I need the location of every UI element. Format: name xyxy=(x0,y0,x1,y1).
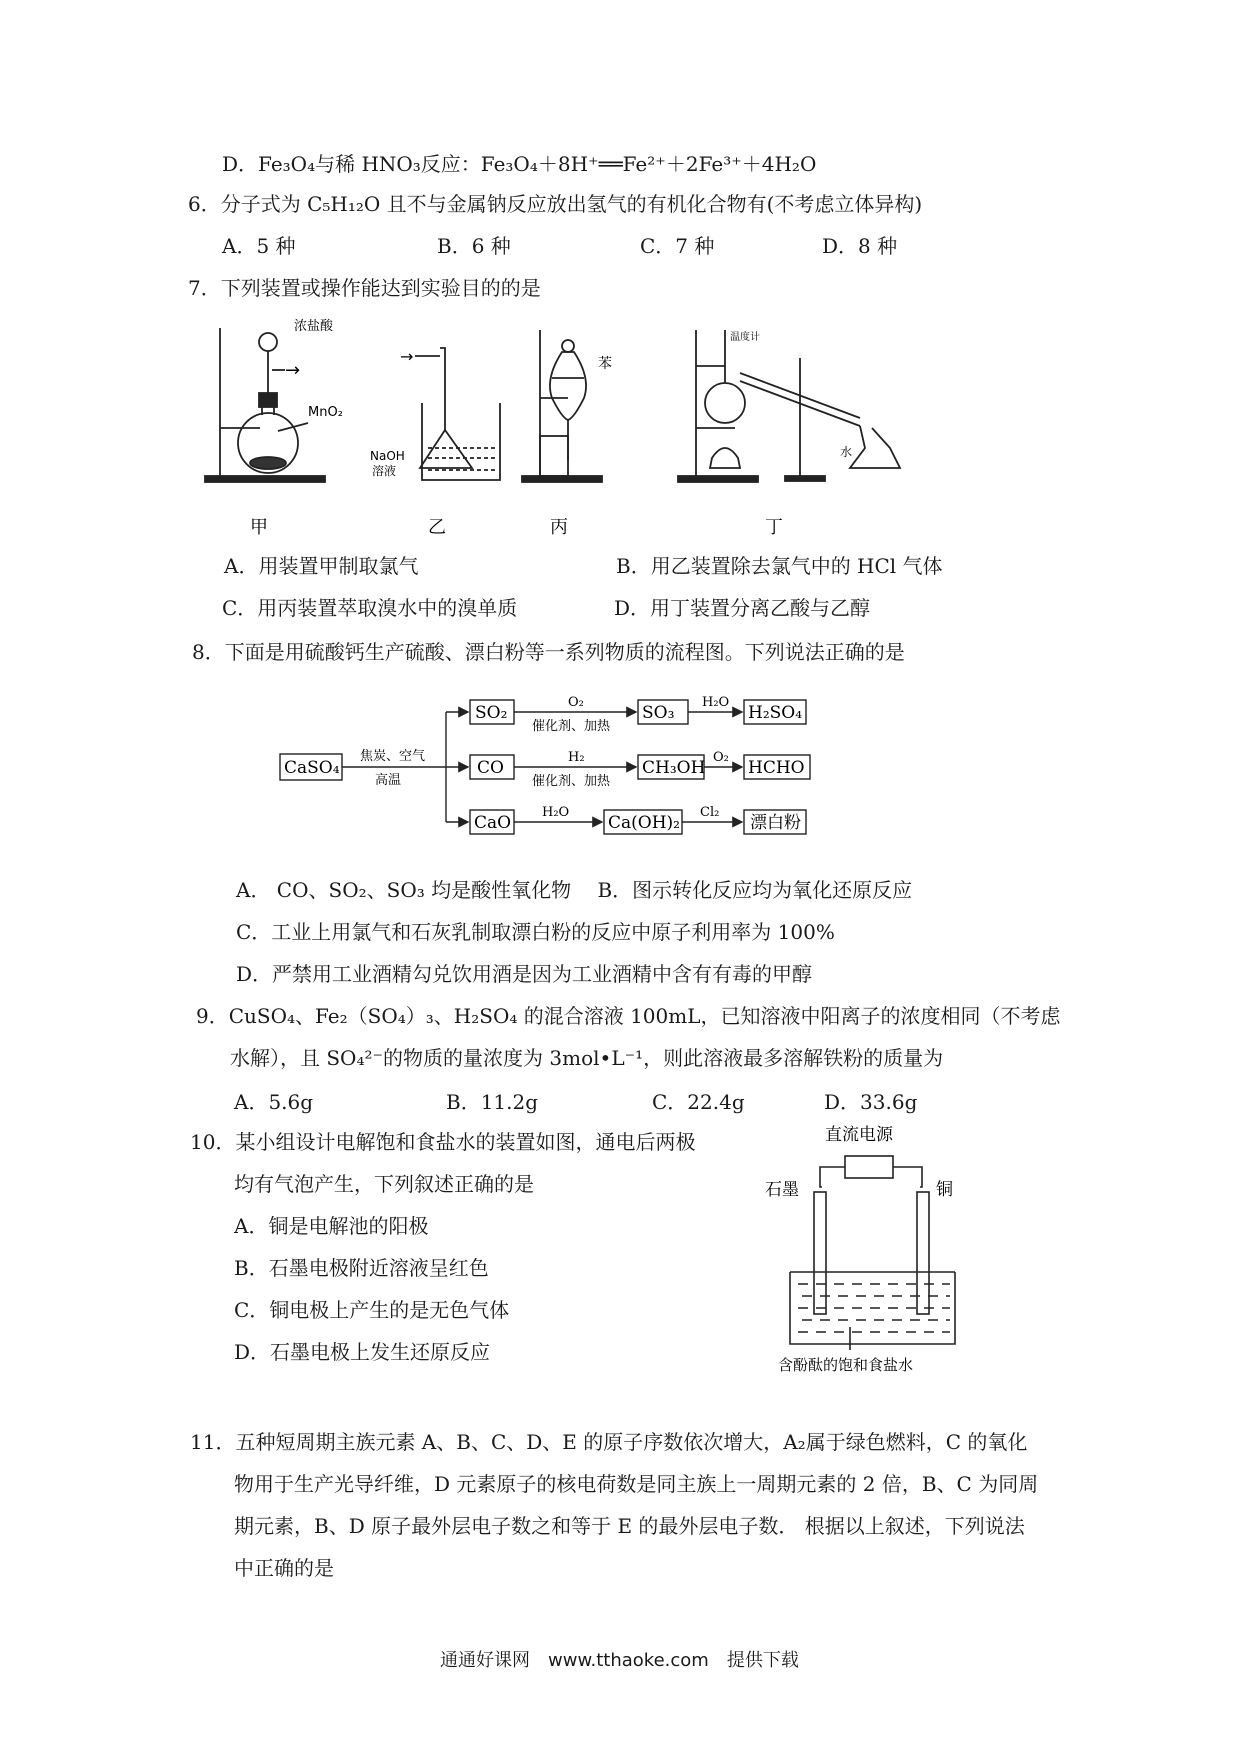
page-footer: 通通好课网 www.tthaoke.com 提供下载 xyxy=(440,1650,799,1671)
q10-option-a: A．铜是电解池的阳极 xyxy=(234,1214,429,1238)
label-bing: 丙 xyxy=(550,517,568,538)
flow-row1-1: SO₂ xyxy=(475,703,508,723)
q6-option-b: B．6 种 xyxy=(437,234,511,258)
q11-line3: 期元素，B、D 原子最外层电子数之和等于 E 的最外层电子数． 根据以上叙述，下列说法 xyxy=(234,1514,1025,1538)
flow-row1-3: H₂SO₄ xyxy=(748,703,803,723)
arrow-glyph: → xyxy=(285,360,301,381)
flow-r3a1-top: H₂O xyxy=(542,805,570,820)
q7-option-d: D．用丁装置分离乙酸与乙醇 xyxy=(614,596,871,620)
label-power: 直流电源 xyxy=(825,1125,893,1145)
q7-option-c: C．用丙装置萃取溴水中的溴单质 xyxy=(222,596,518,620)
label-mno2: MnO₂ xyxy=(308,405,343,420)
flow-r1a1-bottom: 催化剂、加热 xyxy=(532,719,611,734)
label-conc-hcl: 浓盐酸 xyxy=(294,319,334,334)
q8-stem: 8．下面是用硫酸钙生产硫酸、漂白粉等一系列物质的流程图。下列说法正确的是 xyxy=(192,640,905,664)
flow-row2-2: CH₃OH xyxy=(642,758,706,778)
q8-option-c: C．工业上用氯气和石灰乳制取漂白粉的反应中原子利用率为 100% xyxy=(236,920,835,944)
q6-option-c: C．7 种 xyxy=(640,234,715,258)
q8-flow-diagram xyxy=(270,692,830,842)
flow-main-top: 焦炭、空气 xyxy=(360,749,426,764)
flow-r1a1-top: O₂ xyxy=(568,695,584,710)
label-yi: 乙 xyxy=(428,517,446,538)
q9-option-d: D．33.6g xyxy=(824,1090,918,1114)
q10-option-d: D．石墨电极上发生还原反应 xyxy=(234,1340,491,1364)
label-ding: 丁 xyxy=(765,517,783,538)
arrow-glyph: → xyxy=(400,347,414,366)
flow-row1-2: SO₃ xyxy=(642,703,675,723)
label-solution: 含酚酞的饱和食盐水 xyxy=(778,1356,914,1374)
label-jia: 甲 xyxy=(250,517,268,538)
apparatus-jia xyxy=(205,328,325,482)
flow-row3-1: CaO xyxy=(474,813,512,833)
label-benzene: 苯 xyxy=(598,356,612,372)
q7-option-a: A．用装置甲制取氯气 xyxy=(224,554,419,578)
label-thermometer: 温度计 xyxy=(730,332,760,343)
label-water: 水 xyxy=(840,445,853,459)
flow-r3a2-top: Cl₂ xyxy=(700,805,720,820)
flow-start: CaSO₄ xyxy=(284,758,340,778)
flow-r2a1-top: H₂ xyxy=(568,750,585,765)
q7-stem: 7．下列装置或操作能达到实验目的的是 xyxy=(188,276,541,300)
q10-stem-line1: 10．某小组设计电解饱和食盐水的装置如图，通电后两极 xyxy=(190,1130,696,1154)
q5-option-d: D．Fe₃O₄与稀 HNO₃反应：Fe₃O₄＋8H⁺══Fe²⁺＋2Fe³⁺＋4H₂O xyxy=(222,152,817,176)
apparatus-ding xyxy=(678,330,900,482)
flow-row2-1: CO xyxy=(477,758,504,778)
flow-row2-3: HCHO xyxy=(748,758,805,778)
q7-option-b: B．用乙装置除去氯气中的 HCl 气体 xyxy=(616,554,943,578)
q7-apparatus-figure xyxy=(200,318,1000,548)
flow-row3-3: 漂白粉 xyxy=(750,813,801,833)
q9-option-b: B．11.2g xyxy=(446,1090,539,1114)
flow-r1a2-top: H₂O xyxy=(702,695,730,710)
q6-option-a: A．5 种 xyxy=(222,234,296,258)
q11-line1: 11．五种短周期主族元素 A、B、C、D、E 的原子序数依次增大，A₂属于绿色燃料，C 的氧化 xyxy=(190,1430,1028,1454)
label-naoh-2: 溶液 xyxy=(372,464,397,478)
flow-main-bottom: 高温 xyxy=(375,773,402,788)
q9-stem-line1: 9．CuSO₄、Fe₂（SO₄）₃、H₂SO₄ 的混合溶液 100mL，已知溶液中阳离子的浓度相同（不考虑 xyxy=(196,1004,1061,1028)
q10-stem-line2: 均有气泡产生，下列叙述正确的是 xyxy=(234,1172,534,1196)
label-copper: 铜 xyxy=(936,1180,953,1200)
label-graphite: 石墨 xyxy=(765,1180,799,1200)
flow-row3-2: Ca(OH)₂ xyxy=(608,813,680,833)
apparatus-yi xyxy=(415,348,500,480)
flow-r2a2-top: O₂ xyxy=(713,750,729,765)
q11-line4: 中正确的是 xyxy=(234,1556,334,1580)
q9-stem-line2: 水解），且 SO₄²⁻的物质的量浓度为 3mol•L⁻¹，则此溶液最多溶解铁粉的质量为 xyxy=(230,1046,944,1070)
q8-option-d: D．严禁用工业酒精勾兑饮用酒是因为工业酒精中含有有毒的甲醇 xyxy=(236,962,813,986)
flow-r2a1-bottom: 催化剂、加热 xyxy=(532,774,611,789)
q11-line2: 物用于生产光导纤维，D 元素原子的核电荷数是同主族上一周期元素的 2 倍，B、C 为同周 xyxy=(234,1472,1039,1496)
q10-option-b: B．石墨电极附近溶液呈红色 xyxy=(234,1256,489,1280)
apparatus-bing xyxy=(522,330,602,482)
label-naoh-1: NaOH xyxy=(370,449,405,463)
q9-option-a: A．5.6g xyxy=(234,1090,314,1114)
q9-option-c: C．22.4g xyxy=(652,1090,745,1114)
q8-options-ab: A． CO、SO₂、SO₃ 均是酸性氧化物 B．图示转化反应均为氧化还原反应 xyxy=(236,878,913,902)
q10-option-c: C．铜电极上产生的是无色气体 xyxy=(234,1298,510,1322)
q6-option-d: D．8 种 xyxy=(822,234,898,258)
q6-stem: 6．分子式为 C₅H₁₂O 且不与金属钠反应放出氢气的有机化合物有(不考虑立体异构) xyxy=(188,192,923,216)
q10-electrolysis-figure xyxy=(760,1122,980,1382)
